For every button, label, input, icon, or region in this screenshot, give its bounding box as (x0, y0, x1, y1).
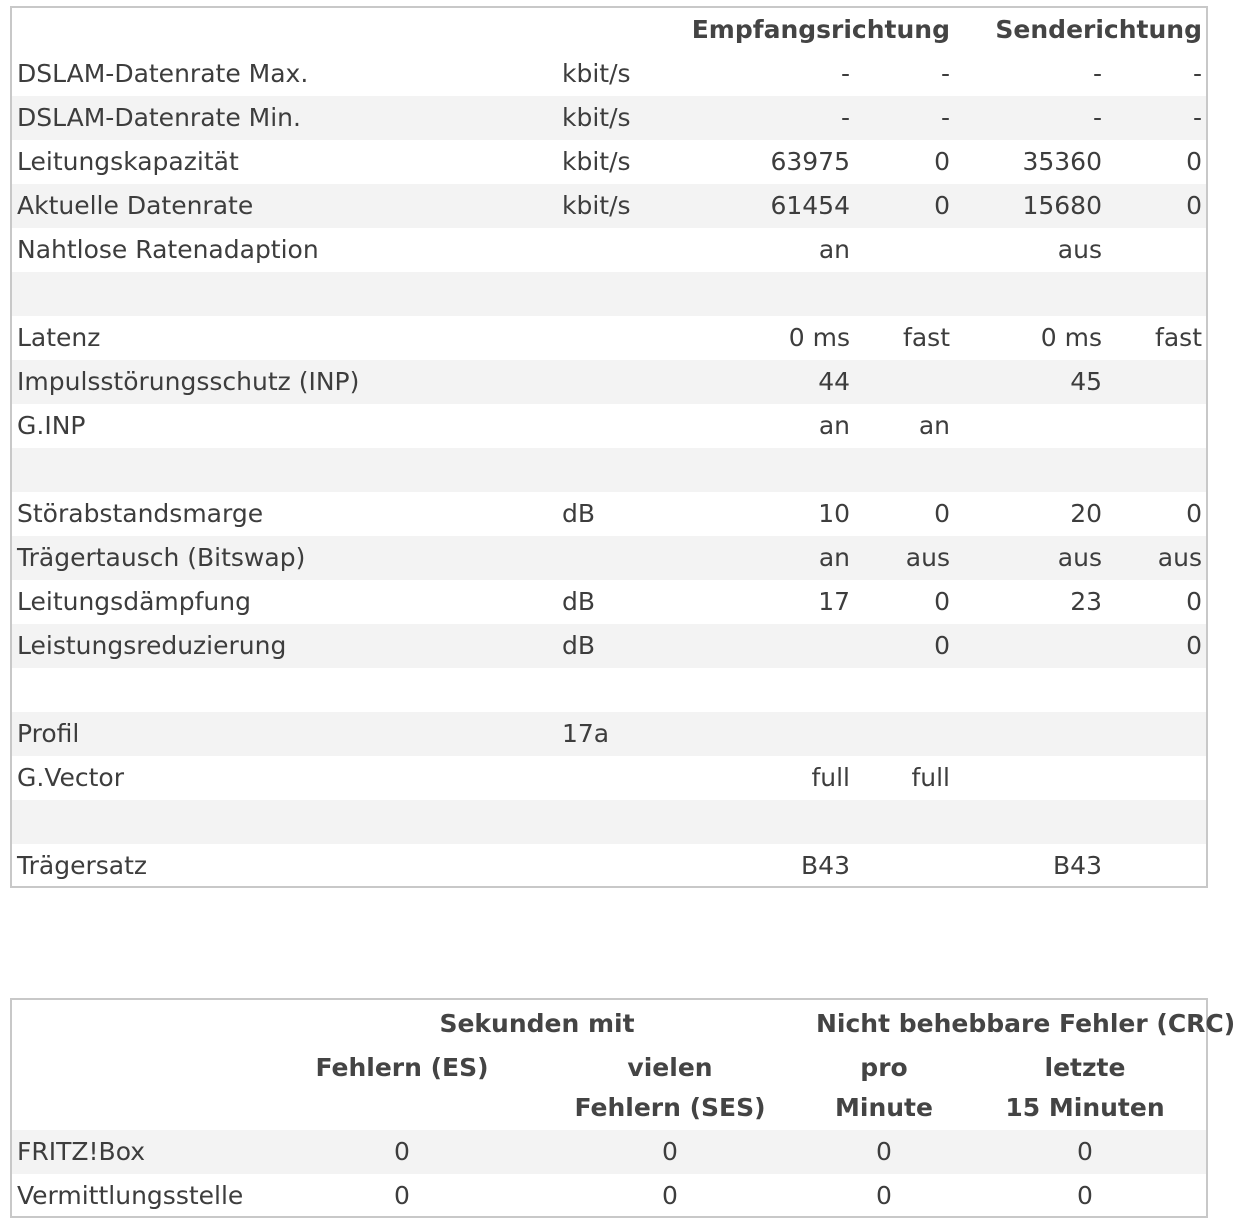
table-row (12, 580, 1206, 624)
row-downstream-value-2: - (940, 59, 950, 88)
row-downstream-value: - (840, 103, 850, 132)
header-per-minute-line2: Minute (835, 1093, 933, 1122)
table-row (12, 184, 1206, 228)
row-upstream-value: aus (1057, 235, 1102, 264)
header-ses-line2: Fehlern (SES) (574, 1093, 766, 1122)
row-label: DSLAM-Datenrate Max. (17, 59, 309, 88)
table-row (12, 96, 1206, 140)
table-row (12, 1130, 1206, 1174)
row-upstream-value: 20 (1070, 499, 1102, 528)
header-last15-line2: 15 Minuten (1005, 1093, 1165, 1122)
row-upstream-value-2: - (1192, 59, 1202, 88)
dsl-info-table (10, 6, 1208, 888)
row-downstream-value-2: aus (905, 543, 950, 572)
row-upstream-value: - (1092, 103, 1102, 132)
row-upstream-value: aus (1057, 543, 1102, 572)
row-upstream-value: 23 (1070, 587, 1102, 616)
row-label: Profil (17, 719, 80, 748)
row-unit: dB (562, 631, 596, 660)
error-es-value: 0 (394, 1137, 410, 1166)
table-row (12, 492, 1206, 536)
row-unit: 17a (562, 719, 610, 748)
row-downstream-value: 63975 (770, 147, 850, 176)
error-row-label: FRITZ!Box (17, 1137, 146, 1166)
row-label: Aktuelle Datenrate (17, 191, 254, 220)
row-downstream-value: - (840, 59, 850, 88)
table-row (12, 668, 1206, 712)
table-row (12, 360, 1206, 404)
table-row (12, 624, 1206, 668)
error-crc-per-minute-value: 0 (876, 1137, 892, 1166)
row-upstream-value: 15680 (1022, 191, 1102, 220)
table-header-row (12, 8, 1206, 52)
table-row (12, 316, 1206, 360)
row-downstream-value: an (818, 235, 850, 264)
row-upstream-value: B43 (1053, 851, 1102, 880)
row-label: G.INP (17, 411, 86, 440)
header-downstream: Empfangsrichtung (691, 15, 950, 44)
row-upstream-value-2: 0 (1186, 499, 1202, 528)
row-downstream-value-2: full (911, 763, 950, 792)
table-row (12, 1174, 1206, 1218)
table-row (12, 272, 1206, 316)
row-downstream-value: an (818, 411, 850, 440)
error-crc-per-minute-value: 0 (876, 1181, 892, 1210)
row-downstream-value: 61454 (770, 191, 850, 220)
row-label: Trägertausch (Bitswap) (17, 543, 306, 572)
table-row (12, 536, 1206, 580)
table-row (12, 756, 1206, 800)
row-downstream-value-2: fast (903, 323, 950, 352)
row-upstream-value-2: 0 (1186, 147, 1202, 176)
row-downstream-value: 0 ms (788, 323, 850, 352)
row-downstream-value-2: - (940, 103, 950, 132)
row-unit: dB (562, 499, 596, 528)
header-per-minute-line1: pro (860, 1053, 908, 1082)
row-label: Impulsstörungsschutz (INP) (17, 367, 360, 396)
row-unit: dB (562, 587, 596, 616)
header-upstream: Senderichtung (995, 15, 1202, 44)
row-label: Leitungsdämpfung (17, 587, 251, 616)
row-upstream-value-2: fast (1155, 323, 1202, 352)
row-downstream-value: full (811, 763, 850, 792)
row-label: Leistungsreduzierung (17, 631, 287, 660)
row-upstream-value: 0 ms (1040, 323, 1102, 352)
row-upstream-value: 35360 (1022, 147, 1102, 176)
row-downstream-value-2: an (918, 411, 950, 440)
row-upstream-value-2: aus (1157, 543, 1202, 572)
row-label: Störabstandsmarge (17, 499, 264, 528)
error-header-group-row (12, 1004, 1236, 1044)
row-label: Trägersatz (17, 851, 147, 880)
row-upstream-value: - (1092, 59, 1102, 88)
header-ses-line1: vielen (627, 1053, 713, 1082)
table-row (12, 228, 1206, 272)
row-label: Leitungskapazität (17, 147, 239, 176)
row-upstream-value-2: - (1192, 103, 1202, 132)
row-downstream-value-2: 0 (934, 147, 950, 176)
row-downstream-value-2: 0 (934, 191, 950, 220)
error-es-value: 0 (394, 1181, 410, 1210)
row-downstream-value: 17 (818, 587, 850, 616)
row-unit: kbit/s (562, 103, 631, 132)
table-row (12, 52, 1206, 96)
row-unit: kbit/s (562, 147, 631, 176)
row-downstream-value: 44 (818, 367, 850, 396)
row-label: DSLAM-Datenrate Min. (17, 103, 301, 132)
header-es: Fehlern (ES) (315, 1053, 489, 1082)
row-label: Latenz (17, 323, 101, 352)
row-downstream-value: B43 (801, 851, 850, 880)
error-header-row-2 (12, 1088, 1206, 1128)
row-upstream-value: 45 (1070, 367, 1102, 396)
error-ses-value: 0 (662, 1181, 678, 1210)
row-label: G.Vector (17, 763, 124, 792)
table-row (12, 404, 1206, 448)
table-row (12, 844, 1206, 888)
row-downstream-value: 10 (818, 499, 850, 528)
header-last15-line1: letzte (1044, 1053, 1126, 1082)
row-upstream-value-2: 0 (1186, 191, 1202, 220)
row-downstream-value: an (818, 543, 850, 572)
table-row (12, 140, 1206, 184)
error-row-label: Vermittlungsstelle (17, 1181, 244, 1210)
error-crc-last15-value: 0 (1077, 1137, 1093, 1166)
table-row (12, 800, 1206, 844)
table-row (12, 448, 1206, 492)
row-downstream-value-2: 0 (934, 631, 950, 660)
row-unit: kbit/s (562, 59, 631, 88)
row-downstream-value-2: 0 (934, 499, 950, 528)
error-header-row-1 (12, 1048, 1206, 1088)
error-ses-value: 0 (662, 1137, 678, 1166)
row-label: Nahtlose Ratenadaption (17, 235, 319, 264)
table-row (12, 712, 1206, 756)
row-downstream-value-2: 0 (934, 587, 950, 616)
row-upstream-value-2: 0 (1186, 631, 1202, 660)
row-unit: kbit/s (562, 191, 631, 220)
header-uncorrectable-crc: Nicht behebbare Fehler (CRC) (816, 1009, 1236, 1038)
row-upstream-value-2: 0 (1186, 587, 1202, 616)
header-seconds-with: Sekunden mit (439, 1009, 635, 1038)
error-stats-table (10, 998, 1236, 1218)
error-crc-last15-value: 0 (1077, 1181, 1093, 1210)
